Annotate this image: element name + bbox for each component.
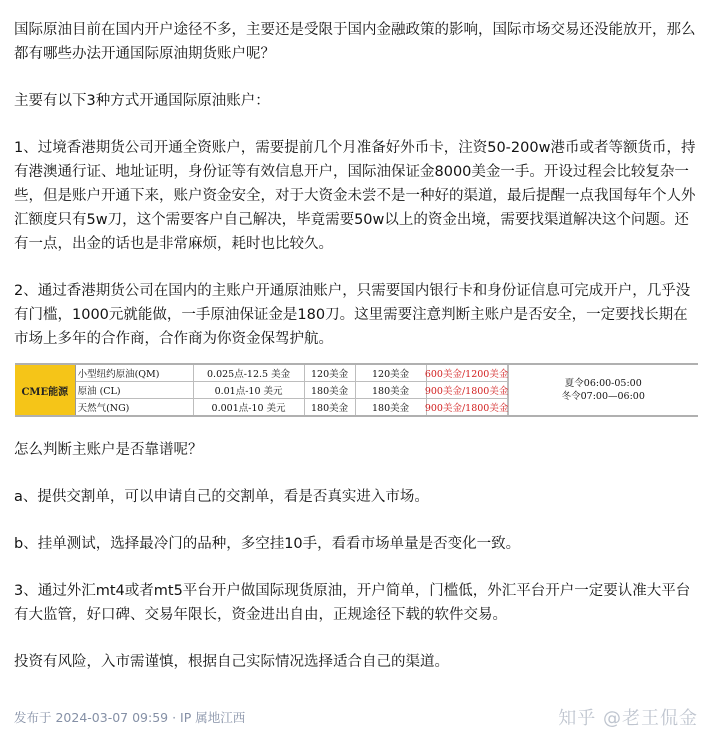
cell-tick: 0.01点-10 美元: [194, 382, 305, 398]
cell-margin: 120美金: [356, 365, 427, 381]
winter-hours: 冬令07:00—06:00: [561, 391, 645, 402]
paragraph-point-b: b、挂单测试，选择最冷门的品种，多空挂10手，看看市场单量是否变化一致。: [14, 536, 521, 552]
summer-hours: 夏令06:00-05:00: [564, 378, 642, 389]
cell-margin-red: 600美金/1200美金: [427, 365, 508, 381]
cell-tick: 0.001点-10 美元: [194, 399, 305, 415]
paragraph-method-3: 3、通过外汇mt4或者mt5平台开户做国际现货原油，开户简单，门槛低，外汇平台开户一定要认准大平台有大监管，好口碑、交易年限长，资金进出自由，正规途径下载的软件交易。: [14, 583, 691, 623]
paragraph-method-1: 1、过境香港期货公司开通全资账户，需要提前几个月准备好外币卡，注资50-200w港币或者等额货币，持有港澳通行证、地址证明，身份证等有效信息开户，国际油保证金8000美金一手。开设过程会比较复杂一些，但是账户开通下来，账户资金安全，对于大资金未尝不是一种好的渠道，最后提醒一点我国每年个人外汇额度只有5w刀，这个需要客户自己解决，毕竟需要50w以上的资金出境，需要找渠道解决这个问题。还有一点，出金的话也是非常麻烦，耗时也比较久。: [14, 140, 696, 252]
article-body: [14, 18, 702, 674]
contract-table: [15, 363, 698, 417]
table-row: [76, 399, 508, 415]
paragraph-risk-note: 投资有风险，入市需谨慎，根据自己实际情况选择适合自己的渠道。: [14, 654, 449, 670]
cell-contract: 小型纽约原油(QM): [76, 365, 194, 381]
cell-margin: 180美金: [356, 382, 427, 398]
paragraph-methods-heading: 主要有以下3种方式开通国际原油账户：: [14, 93, 270, 109]
table-row: [76, 382, 508, 399]
cell-margin: 180美金: [305, 399, 356, 415]
paragraph-point-a: a、提供交割单，可以申请自己的交割单，看是否真实进入市场。: [14, 489, 429, 505]
paragraph-method-2: 2、通过香港期货公司在国内的主账户开通原油账户，只需要国内银行卡和身份证信息可完成开户，几乎没有门槛，1000元就能做，一手原油保证金是180刀。这里需要注意判断主账户是否安全，一定要找长期在市场上多年的合作商，合作商为你资金保驾护航。: [14, 283, 691, 347]
table-row: [76, 365, 508, 382]
table-rows: [76, 365, 508, 415]
cell-margin-red: 900美金/1800美金: [427, 382, 508, 398]
cell-contract: 原油 (CL): [76, 382, 194, 398]
cell-margin: 180美金: [356, 399, 427, 415]
cell-tick: 0.025点-12.5 美金: [194, 365, 305, 381]
paragraph-intro: 国际原油目前在国内开户途径不多，主要还是受限于国内金融政策的影响，国际市场交易还没能放开，那么都有哪些办法开通国际原油期货账户呢？: [14, 22, 696, 62]
table-label: CME能源: [15, 365, 76, 415]
cell-margin-red: 900美金/1800美金: [427, 399, 508, 415]
trading-hours: [508, 365, 698, 415]
publish-meta: 发布于 2024-03-07 09:59 · IP 属地江西: [14, 710, 246, 725]
watermark: 知乎 @老王侃金: [558, 708, 698, 729]
cell-margin: 120美金: [305, 365, 356, 381]
cell-contract: 天然气(NG): [76, 399, 194, 415]
paragraph-judge-question: 怎么判断主账户是否靠谱呢？: [14, 442, 203, 458]
cell-margin: 180美金: [305, 382, 356, 398]
